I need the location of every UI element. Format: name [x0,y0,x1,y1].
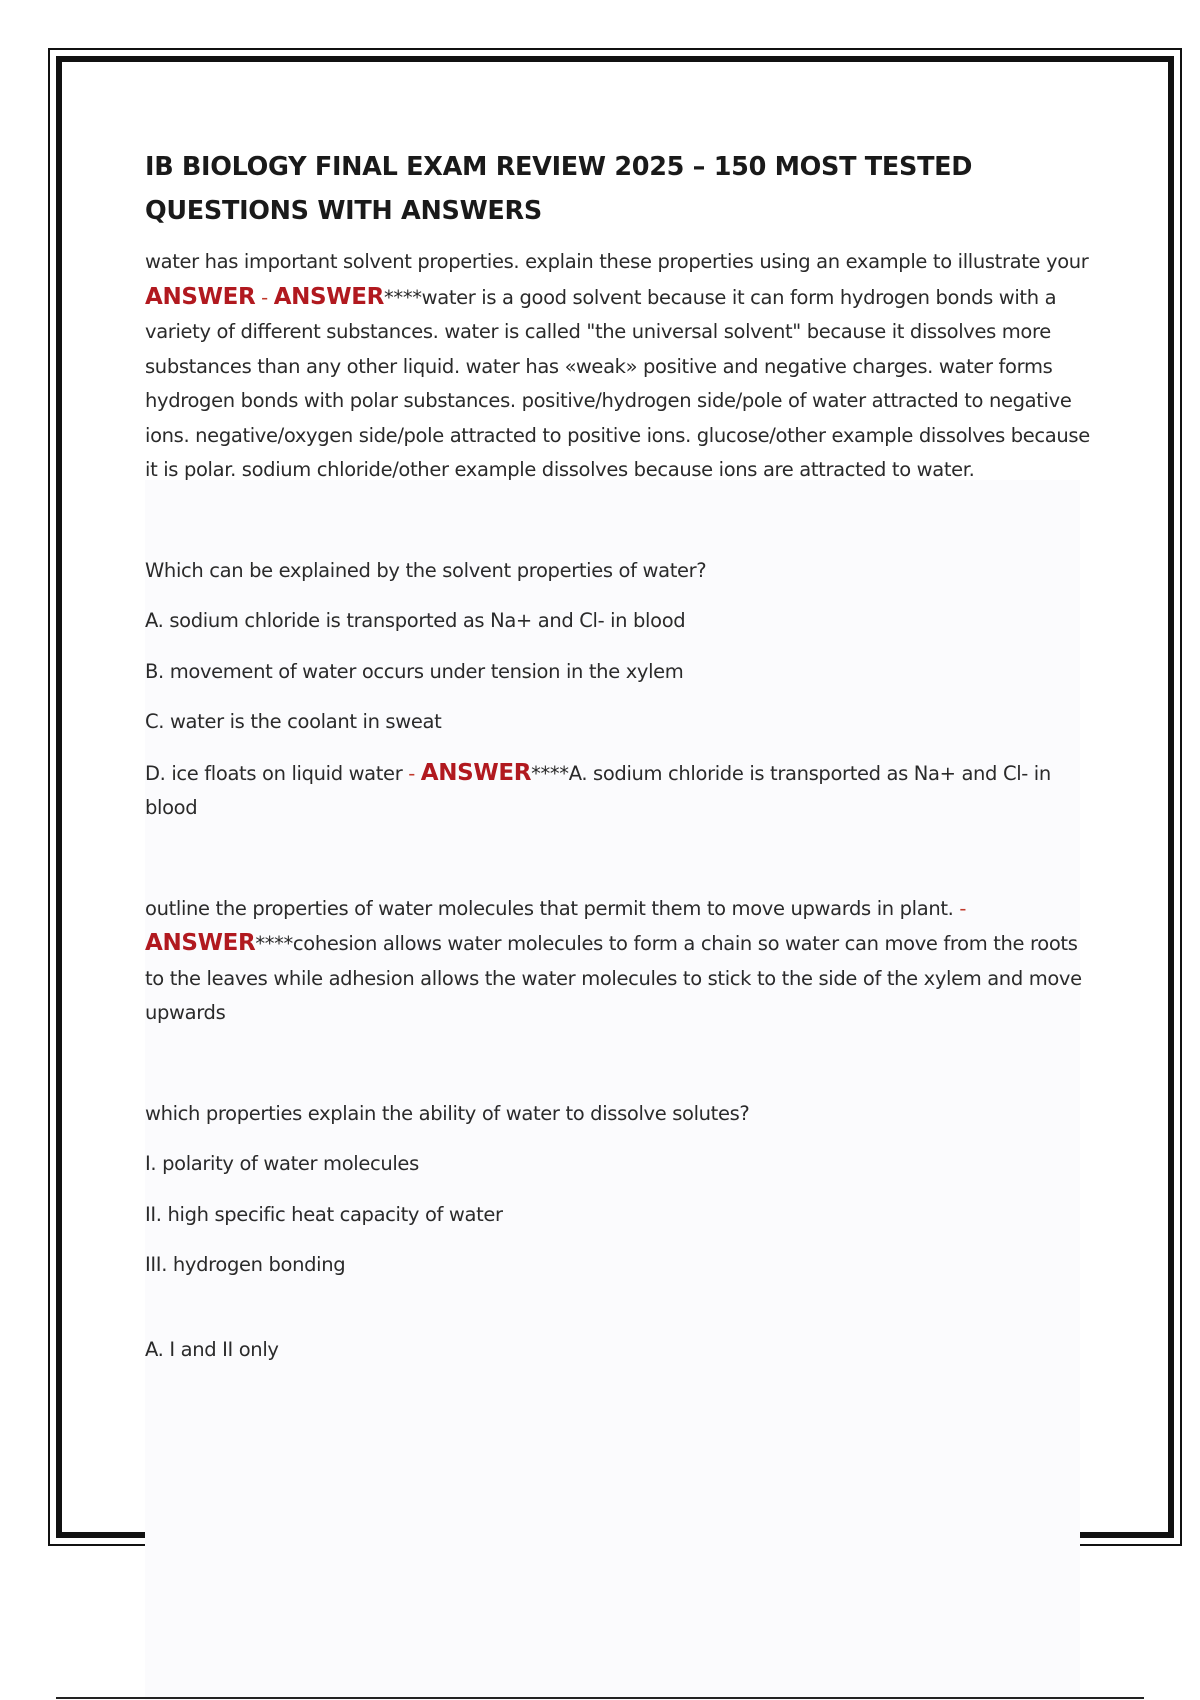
title-line-1: IB BIOLOGY FINAL EXAM REVIEW 2025 – 150 MOST TESTED [145,152,973,182]
question-4-option-a: A. I and II only [145,1337,279,1361]
question-1-answer: water is a good solvent because it can form hydrogen bonds with a variety of different substances. water is called "the universal solvent" because it dissolves more substances than any other liquid. water has «weak» positive and negative charges. water forms hydrogen bonds with polar substances. positive/hydrogen side/pole of water attracted to negative ions. negative/oxygen side/pole attracted to positive ions. glucose/other example dissolves because it is polar. sodium chloride/other example dissolves because ions are attracted to water. [145,285,1090,481]
question-1 [145,245,1095,488]
question-4: which properties explain the ability of water to dissolve solutes? [145,1101,750,1125]
answer-label: ANSWER [273,283,385,310]
bottom-divider [56,1697,1144,1699]
answer-label: ANSWER [145,283,256,310]
question-2-option-c: C. water is the coolant in sweat [145,710,442,733]
question-2-option-d [145,756,1095,826]
question-2: Which can be explained by the solvent properties of water? [145,558,707,582]
answer-label: ANSWER [420,759,532,786]
answer-separator: - [255,285,274,309]
answer-separator: - [402,761,421,785]
answer-stars: **** [384,285,422,309]
answer-label: ANSWER [145,930,256,956]
question-2-option-d-text: D. ice floats on liquid water [145,761,403,785]
question-4-statement-1: I. polarity of water molecules [145,1152,419,1175]
question-3-text: outline the properties of water molecules that permit them to move upwards in plant. [145,896,954,920]
answer-stars: **** [255,932,293,955]
question-2-option-b: B. movement of water occurs under tension in the xylem [145,659,684,683]
title-line-2: QUESTIONS WITH ANSWERS [145,196,542,226]
question-3 [145,892,1095,1031]
answer-stars: **** [531,761,569,785]
document-body [145,145,1095,1367]
question-2-answer: A. sodium chloride is transported as Na+ and Cl- in blood [145,761,1051,819]
answer-separator: - [953,896,967,920]
document-title [145,145,1095,233]
question-4-statement-2: II. high specific heat capacity of water [145,1202,503,1226]
question-1-text: water has important solvent properties. explain these properties using an example to illustrate your [145,250,1089,273]
question-4-statement-3: III. hydrogen bonding [145,1253,346,1276]
question-3-answer: cohesion allows water molecules to form a chain so water can move from the roots to the leaves while adhesion allows the water molecules to stick to the side of the xylem and move upwards [145,932,1082,1024]
question-2-option-a: A. sodium chloride is transported as Na+ and Cl- in blood [145,609,686,632]
